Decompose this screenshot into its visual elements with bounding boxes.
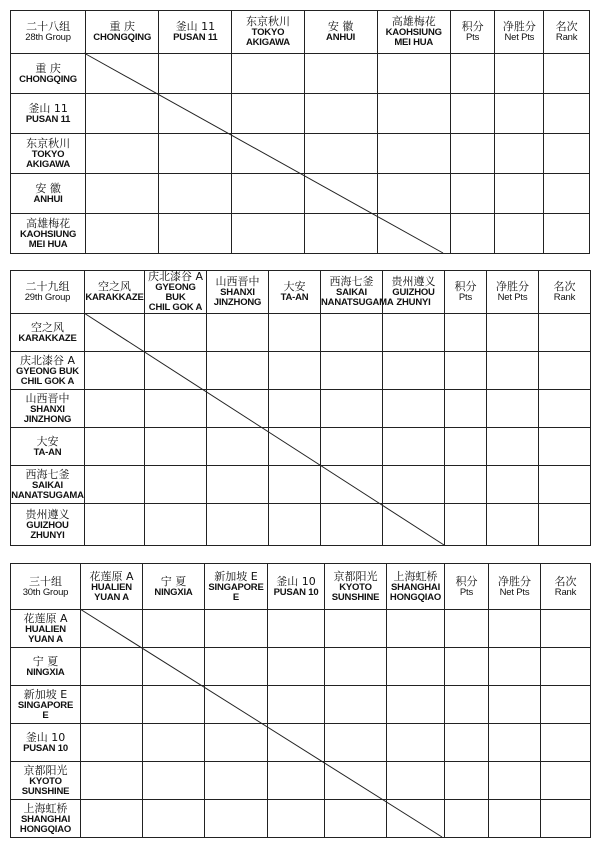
row-header-team: 贵州遵义 GUIZHOU ZHUNYI [11, 504, 85, 546]
pts-cell[interactable] [450, 134, 495, 174]
net-pts-cell[interactable] [495, 94, 544, 134]
col-header-rank: 名次 Rank [539, 271, 591, 314]
score-cell[interactable] [81, 648, 143, 686]
col-header-team: 上海虹桥 SHANGHAI HONGQIAO [387, 564, 445, 610]
score-cell[interactable] [143, 724, 205, 762]
group-label: 三十组 30th Group [11, 564, 81, 610]
rank-cell[interactable] [544, 54, 590, 94]
col-header-net-pts: 净胜分 Net Pts [495, 11, 544, 54]
score-cell[interactable] [269, 428, 321, 466]
score-cell[interactable] [159, 214, 232, 254]
col-header-team: 山西晋中 SHANXI JINZHONG [207, 271, 269, 314]
net-pts-cell[interactable] [495, 174, 544, 214]
pts-cell[interactable] [445, 648, 489, 686]
col-header-team: 贵州遵义 GUIZHOU ZHUNYI [383, 271, 445, 314]
score-cell[interactable] [81, 800, 143, 838]
row-header-team: 安 徽 ANHUI [11, 174, 86, 214]
score-cell[interactable] [383, 466, 445, 504]
score-cell[interactable] [383, 428, 445, 466]
score-cell[interactable] [86, 94, 159, 134]
score-cell[interactable] [269, 352, 321, 390]
row-header-team: 重 庆 CHONGQING [11, 54, 86, 94]
net-pts-cell[interactable] [495, 54, 544, 94]
score-cell[interactable] [86, 174, 159, 214]
score-cell[interactable] [321, 314, 383, 352]
score-cell[interactable] [145, 390, 207, 428]
net-pts-cell[interactable] [489, 800, 541, 838]
score-cell[interactable] [269, 466, 321, 504]
rank-cell[interactable] [544, 134, 590, 174]
score-cell[interactable] [232, 174, 304, 214]
score-cell[interactable] [86, 214, 159, 254]
col-header-rank: 名次 Rank [541, 564, 591, 610]
row-header-team: 釜山 10 PUSAN 10 [11, 724, 81, 762]
rank-cell[interactable] [541, 610, 591, 648]
net-pts-cell[interactable] [495, 214, 544, 254]
col-header-rank: 名次 Rank [544, 11, 590, 54]
score-cell[interactable] [143, 610, 205, 648]
score-cell[interactable] [383, 390, 445, 428]
rank-cell[interactable] [544, 214, 590, 254]
rank-cell[interactable] [544, 174, 590, 214]
row-header-team: 庆北漆谷 A GYEONG BUK CHIL GOK A [11, 352, 85, 390]
rank-cell[interactable] [544, 94, 590, 134]
score-cell[interactable] [205, 648, 268, 686]
rank-cell[interactable] [539, 390, 591, 428]
score-cell[interactable] [205, 762, 268, 800]
net-pts-cell[interactable] [489, 648, 541, 686]
rank-cell[interactable] [541, 762, 591, 800]
pts-cell[interactable] [450, 214, 495, 254]
score-cell[interactable] [85, 466, 145, 504]
row-header-team: 宁 夏 NINGXIA [11, 648, 81, 686]
row-header-team: 新加坡 E SINGAPORE E [11, 686, 81, 724]
rank-cell[interactable] [539, 466, 591, 504]
score-cell[interactable] [377, 174, 450, 214]
col-header-team: 东京秋川 TOKYO AKIGAWA [232, 11, 304, 54]
col-header-team: 空之风 KARAKKAZE [85, 271, 145, 314]
pts-cell[interactable] [445, 352, 487, 390]
score-cell[interactable] [304, 214, 377, 254]
score-cell[interactable] [377, 94, 450, 134]
row-header-team: 空之风 KARAKKAZE [11, 314, 85, 352]
score-cell[interactable] [86, 134, 159, 174]
rank-cell[interactable] [541, 648, 591, 686]
col-header-team: 花莲原 A HUALIEN YUAN A [81, 564, 143, 610]
score-cell[interactable] [321, 504, 383, 546]
row-header-team: 高雄梅花 KAOHSIUNG MEI HUA [11, 214, 86, 254]
score-cell[interactable] [232, 134, 304, 174]
col-header-team: 重 庆 CHONGQING [86, 11, 159, 54]
score-cell[interactable] [325, 762, 387, 800]
score-cell[interactable] [377, 134, 450, 174]
score-cell[interactable] [321, 352, 383, 390]
col-header-pts: 积分 Pts [450, 11, 495, 54]
col-header-net-pts: 净胜分 Net Pts [489, 564, 541, 610]
score-cell[interactable] [325, 648, 387, 686]
score-cell[interactable] [85, 352, 145, 390]
col-header-pts: 积分 Pts [445, 564, 489, 610]
col-header-team: 釜山 10 PUSAN 10 [268, 564, 325, 610]
col-header-team: 大安 TA-AN [269, 271, 321, 314]
net-pts-cell[interactable] [489, 686, 541, 724]
col-header-team: 高雄梅花 KAOHSIUNG MEI HUA [377, 11, 450, 54]
col-header-team: 新加坡 E SINGAPORE E [205, 564, 268, 610]
score-cell[interactable] [159, 134, 232, 174]
score-cell[interactable] [304, 54, 377, 94]
score-cell[interactable] [268, 800, 325, 838]
net-pts-cell[interactable] [487, 428, 539, 466]
group-table-30 [10, 563, 590, 837]
score-cell[interactable] [85, 314, 145, 352]
score-cell[interactable] [268, 724, 325, 762]
rank-cell[interactable] [539, 352, 591, 390]
score-cell[interactable] [85, 504, 145, 546]
score-cell[interactable] [205, 686, 268, 724]
pts-cell[interactable] [450, 54, 495, 94]
score-cell[interactable] [85, 428, 145, 466]
group-table-28 [10, 10, 590, 253]
group-label: 二十九组 29th Group [11, 271, 85, 314]
score-cell[interactable] [232, 214, 304, 254]
score-cell[interactable] [269, 314, 321, 352]
col-header-pts: 积分 Pts [445, 271, 487, 314]
rank-cell[interactable] [539, 504, 591, 546]
score-cell[interactable] [81, 610, 143, 648]
score-cell[interactable] [159, 54, 232, 94]
score-cell[interactable] [321, 466, 383, 504]
rank-cell[interactable] [541, 686, 591, 724]
score-cell[interactable] [159, 94, 232, 134]
net-pts-cell[interactable] [487, 504, 539, 546]
score-cell[interactable] [268, 610, 325, 648]
net-pts-cell[interactable] [487, 314, 539, 352]
score-cell[interactable] [383, 504, 445, 546]
pts-cell[interactable] [445, 724, 489, 762]
score-cell[interactable] [145, 504, 207, 546]
score-cell[interactable] [387, 762, 445, 800]
score-cell[interactable] [232, 54, 304, 94]
score-cell[interactable] [325, 724, 387, 762]
score-cell[interactable] [207, 390, 269, 428]
score-cell[interactable] [268, 762, 325, 800]
score-cell[interactable] [304, 174, 377, 214]
col-header-team: 西海七釜 SAIKAI NANATSUGAMA [321, 271, 383, 314]
row-header-team: 釜山 11 PUSAN 11 [11, 94, 86, 134]
score-cell[interactable] [321, 390, 383, 428]
net-pts-cell[interactable] [489, 762, 541, 800]
pts-cell[interactable] [445, 466, 487, 504]
pts-cell[interactable] [450, 94, 495, 134]
score-cell[interactable] [325, 686, 387, 724]
pts-cell[interactable] [445, 314, 487, 352]
score-cell[interactable] [325, 610, 387, 648]
col-header-team: 京都阳光 KYOTO SUNSHINE [325, 564, 387, 610]
score-cell[interactable] [205, 610, 268, 648]
score-cell[interactable] [232, 94, 304, 134]
score-cell[interactable] [207, 352, 269, 390]
score-cell[interactable] [325, 800, 387, 838]
score-cell[interactable] [145, 466, 207, 504]
pts-cell[interactable] [445, 428, 487, 466]
row-header-team: 京都阳光 KYOTO SUNSHINE [11, 762, 81, 800]
pts-cell[interactable] [445, 686, 489, 724]
pts-cell[interactable] [445, 762, 489, 800]
net-pts-cell[interactable] [489, 724, 541, 762]
net-pts-cell[interactable] [495, 134, 544, 174]
net-pts-cell[interactable] [487, 352, 539, 390]
group-label: 二十八组 28th Group [11, 11, 86, 54]
score-cell[interactable] [268, 686, 325, 724]
net-pts-cell[interactable] [487, 466, 539, 504]
score-cell[interactable] [383, 352, 445, 390]
pts-cell[interactable] [445, 610, 489, 648]
score-cell[interactable] [207, 466, 269, 504]
score-cell[interactable] [304, 134, 377, 174]
score-cell[interactable] [383, 314, 445, 352]
row-header-team: 上海虹桥 SHANGHAI HONGQIAO [11, 800, 81, 838]
score-cell[interactable] [377, 54, 450, 94]
pts-cell[interactable] [445, 390, 487, 428]
score-cell[interactable] [205, 724, 268, 762]
score-cell[interactable] [145, 314, 207, 352]
pts-cell[interactable] [450, 174, 495, 214]
col-header-team: 庆北漆谷 A GYEONG BUK CHIL GOK A [145, 271, 207, 314]
rank-cell[interactable] [539, 314, 591, 352]
score-cell[interactable] [207, 504, 269, 546]
pts-cell[interactable] [445, 504, 487, 546]
rank-cell[interactable] [541, 724, 591, 762]
score-cell[interactable] [207, 428, 269, 466]
score-cell[interactable] [145, 352, 207, 390]
score-cell[interactable] [387, 610, 445, 648]
score-cell[interactable] [86, 54, 159, 94]
score-cell[interactable] [387, 686, 445, 724]
row-header-team: 西海七釜 SAIKAI NANATSUGAMA [11, 466, 85, 504]
score-cell[interactable] [207, 314, 269, 352]
score-cell[interactable] [81, 724, 143, 762]
row-header-team: 大安 TA-AN [11, 428, 85, 466]
score-cell[interactable] [269, 504, 321, 546]
score-cell[interactable] [159, 174, 232, 214]
score-cell[interactable] [387, 800, 445, 838]
net-pts-cell[interactable] [489, 610, 541, 648]
row-header-team: 山西晋中 SHANXI JINZHONG [11, 390, 85, 428]
score-cell[interactable] [387, 648, 445, 686]
col-header-team: 安 徽 ANHUI [304, 11, 377, 54]
score-cell[interactable] [143, 762, 205, 800]
score-cell[interactable] [205, 800, 268, 838]
net-pts-cell[interactable] [487, 390, 539, 428]
score-cell[interactable] [85, 390, 145, 428]
pts-cell[interactable] [445, 800, 489, 838]
score-cell[interactable] [269, 390, 321, 428]
score-cell[interactable] [81, 686, 143, 724]
col-header-team: 宁 夏 NINGXIA [143, 564, 205, 610]
group-table-29 [10, 270, 590, 545]
col-header-net-pts: 净胜分 Net Pts [487, 271, 539, 314]
score-cell[interactable] [321, 428, 383, 466]
rank-cell[interactable] [541, 800, 591, 838]
score-cell[interactable] [387, 724, 445, 762]
score-cell[interactable] [81, 762, 143, 800]
score-cell[interactable] [377, 214, 450, 254]
score-cell[interactable] [268, 648, 325, 686]
rank-cell[interactable] [539, 428, 591, 466]
score-cell[interactable] [143, 686, 205, 724]
score-cell[interactable] [304, 94, 377, 134]
row-header-team: 花莲原 A HUALIEN YUAN A [11, 610, 81, 648]
row-header-team: 东京秋川 TOKYO AKIGAWA [11, 134, 86, 174]
col-header-team: 釜山 11 PUSAN 11 [159, 11, 232, 54]
score-cell[interactable] [143, 648, 205, 686]
score-cell[interactable] [143, 800, 205, 838]
score-cell[interactable] [145, 428, 207, 466]
